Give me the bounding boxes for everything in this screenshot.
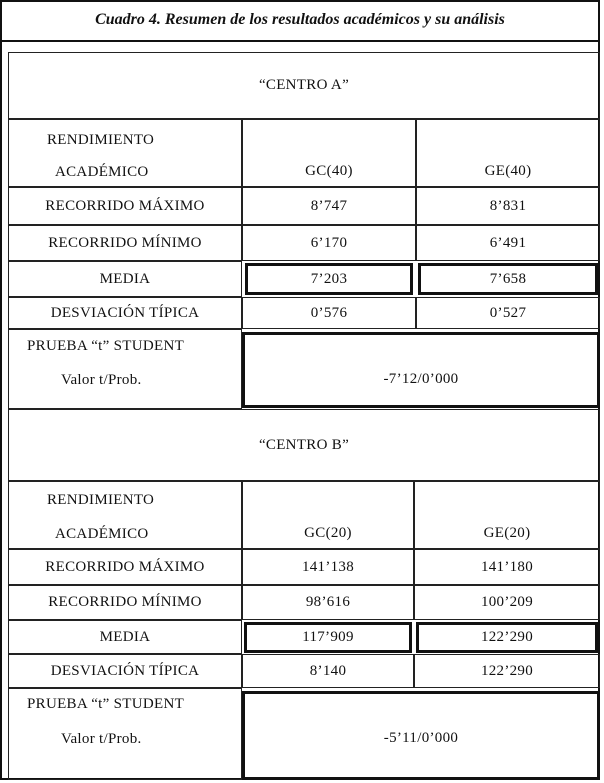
cell-value: 0’576 [310, 304, 348, 321]
row-label: DESVIACIÓN TÍPICA [50, 304, 200, 321]
cell-value: -5’11/0’000 [383, 730, 459, 746]
cell-value: 122’290 [480, 629, 534, 645]
centro-a-max-label [8, 187, 242, 225]
centro-a-prueba-label [8, 329, 242, 409]
centro-b-rendimiento-cell [8, 481, 242, 549]
centro-a-desv-label [8, 297, 242, 329]
row-label: MEDIA [99, 270, 151, 287]
cell-value: 122’290 [480, 662, 534, 679]
centro-a-desv-gc [242, 297, 416, 329]
centro-a-min-ge [416, 225, 600, 261]
centro-b-name: “CENTRO B” [258, 436, 350, 453]
prueba-label-line2: Valor t/Prob. [61, 372, 142, 388]
cell-value: 0’527 [489, 304, 527, 321]
centro-b-max-gc [242, 549, 414, 585]
cell-value: 7’658 [489, 270, 527, 287]
prueba-label-line2: Valor t/Prob. [61, 731, 142, 747]
row-label: RECORRIDO MÍNIMO [48, 234, 202, 251]
cell-value: 6’491 [489, 234, 527, 251]
centro-b-media-ge [416, 622, 598, 653]
centro-a-media-ge [418, 263, 598, 295]
centro-a-media-label [8, 261, 242, 297]
rendimiento-label-line2: ACADÉMICO [55, 526, 149, 542]
centro-b-prueba-label [8, 688, 242, 780]
cell-value: 7’203 [310, 270, 348, 287]
centro-a-min-label [8, 225, 242, 261]
centro-a-t-value [242, 332, 600, 408]
row-label: RECORRIDO MÁXIMO [45, 558, 205, 575]
cell-value: 6’170 [310, 234, 348, 251]
centro-b-min-gc [242, 585, 414, 620]
ge-label: GE(40) [484, 163, 532, 179]
prueba-label-line1: PRUEBA “t” STUDENT [27, 696, 185, 712]
cell-value: 98’616 [305, 594, 351, 610]
centro-b-min-ge [414, 585, 600, 620]
row-label: DESVIACIÓN TÍPICA [50, 662, 200, 679]
centro-a-min-gc [242, 225, 416, 261]
centro-b-media-gc [244, 622, 412, 653]
rendimiento-label-line2: ACADÉMICO [55, 164, 149, 180]
cell-value: -7’12/0’000 [383, 370, 459, 387]
rendimiento-label-line1: RENDIMIENTO [47, 132, 155, 148]
centro-b-max-label [8, 549, 242, 585]
centro-a-desv-ge [416, 297, 600, 329]
cell-value: 8’747 [310, 197, 348, 214]
row-label: MEDIA [99, 628, 151, 645]
gc-label: GC(20) [304, 525, 352, 541]
gc-label: GC(40) [305, 163, 353, 179]
centro-b-max-ge [414, 549, 600, 585]
centro-a-header [8, 52, 600, 119]
centro-a-rendimiento-cell [8, 119, 242, 187]
prueba-label-line1: PRUEBA “t” STUDENT [27, 338, 185, 354]
centro-a-gc-header [242, 119, 416, 187]
centro-b-gc-header [242, 481, 414, 549]
centro-b-desv-label [8, 654, 242, 688]
row-label: RECORRIDO MÍNIMO [48, 594, 202, 610]
centro-b-ge-header [414, 481, 600, 549]
row-label: RECORRIDO MÁXIMO [45, 197, 205, 214]
centro-a-max-gc [242, 187, 416, 225]
cell-value: 8’831 [489, 197, 527, 214]
centro-a-media-gc [245, 263, 413, 295]
table-caption: Cuadro 4. Resumen de los resultados académicos y su análisis [0, 0, 600, 42]
centro-b-desv-gc [242, 654, 414, 688]
centro-a-ge-header [416, 119, 600, 187]
rendimiento-label-line1: RENDIMIENTO [47, 492, 155, 508]
centro-a-max-ge [416, 187, 600, 225]
centro-b-header [8, 409, 600, 481]
centro-b-min-label [8, 585, 242, 620]
cell-value: 117’909 [302, 629, 354, 645]
centro-b-media-label [8, 620, 242, 654]
ge-label: GE(20) [483, 525, 531, 541]
centro-b-desv-ge [414, 654, 600, 688]
centro-a-name: “CENTRO A” [258, 77, 350, 93]
centro-b-t-value [242, 691, 600, 780]
cell-value: 141’180 [480, 558, 534, 575]
cell-value: 100’209 [480, 594, 534, 610]
cell-value: 141’138 [301, 558, 355, 575]
cell-value: 8’140 [309, 662, 347, 679]
